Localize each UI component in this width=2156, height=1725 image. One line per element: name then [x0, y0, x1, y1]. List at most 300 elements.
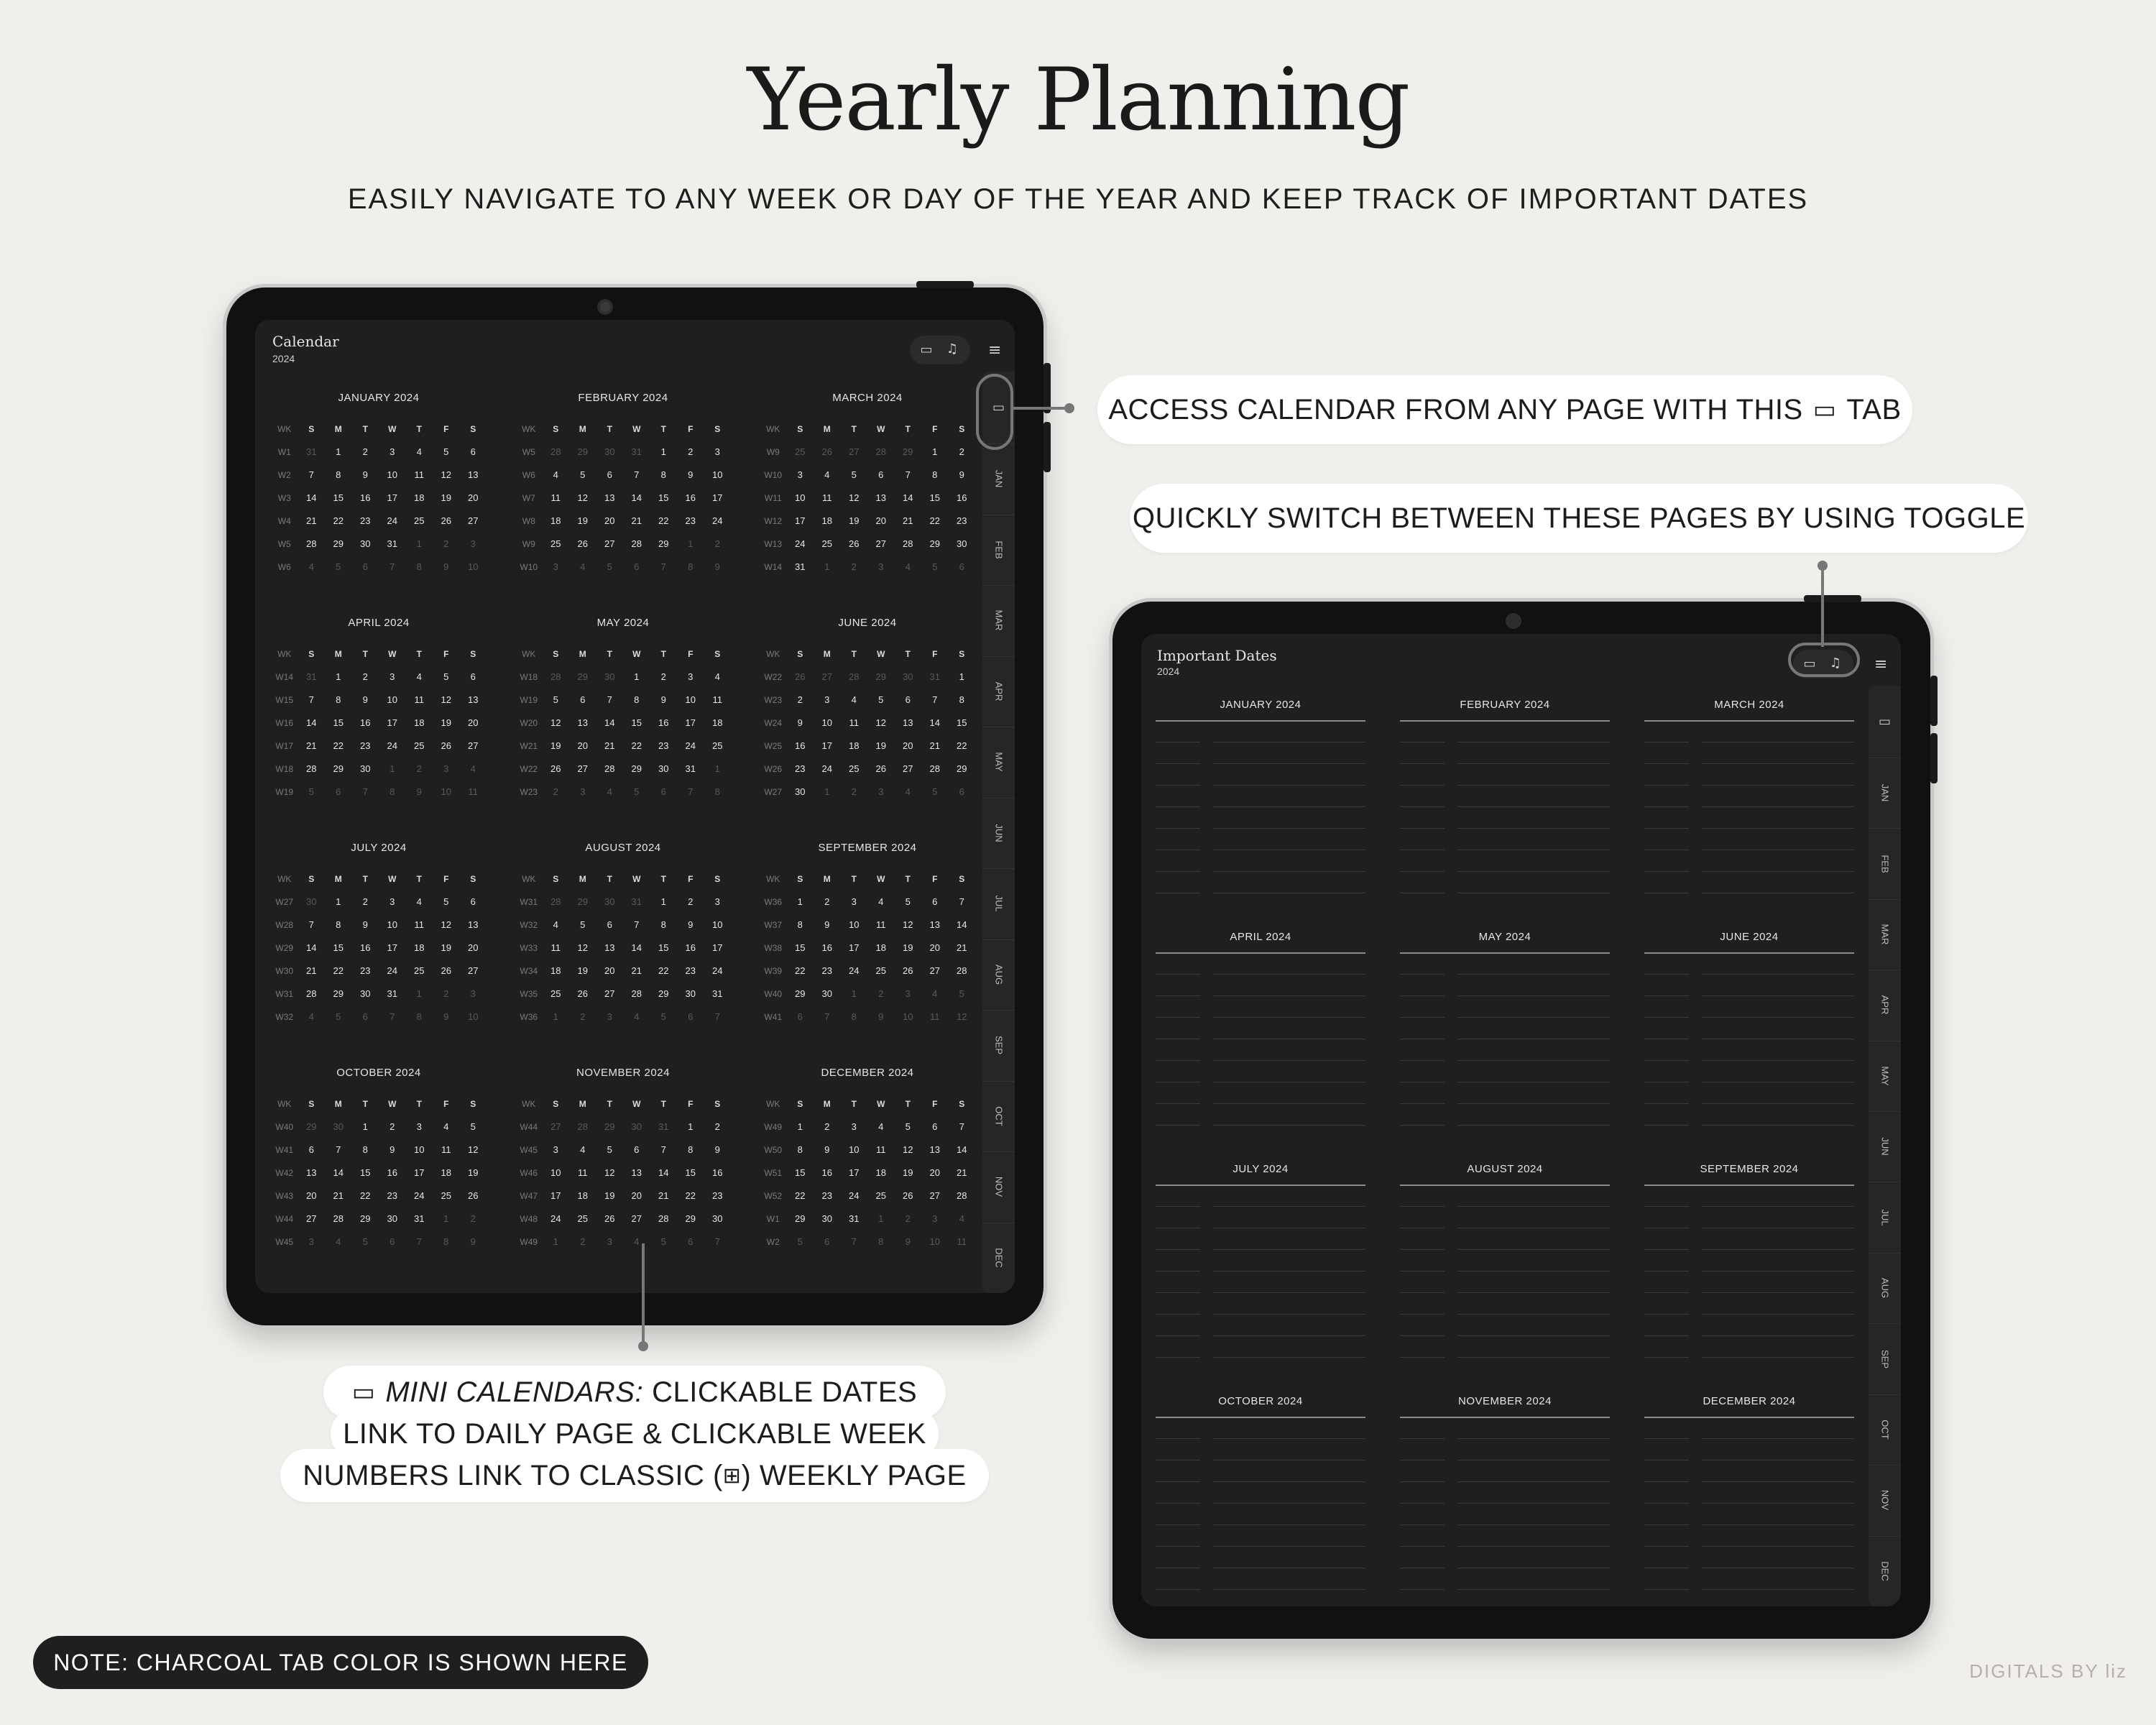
week-number[interactable]: W34 [520, 966, 538, 976]
day-cell[interactable]: 1 [336, 671, 341, 682]
date-entry-line[interactable] [1156, 828, 1200, 829]
day-cell[interactable]: 7 [959, 1121, 964, 1132]
day-cell[interactable]: 29 [658, 988, 669, 999]
note-entry-line[interactable] [1457, 1524, 1610, 1525]
day-cell[interactable]: 5 [660, 1236, 666, 1247]
day-cell[interactable]: 2 [443, 988, 449, 999]
day-cell[interactable]: 25 [550, 538, 561, 549]
day-cell[interactable]: 4 [308, 561, 314, 572]
day-cell[interactable]: 24 [795, 538, 806, 549]
day-cell[interactable]: 23 [821, 1190, 832, 1201]
day-cell[interactable]: 29 [631, 763, 642, 774]
day-cell[interactable]: 27 [903, 763, 913, 774]
note-entry-line[interactable] [1457, 1503, 1610, 1504]
day-cell[interactable]: 3 [851, 1121, 857, 1132]
day-cell[interactable]: 16 [712, 1167, 723, 1178]
day-cell[interactable]: 23 [685, 965, 696, 976]
day-cell[interactable]: 16 [821, 942, 832, 953]
day-cell[interactable]: 10 [849, 1144, 860, 1155]
day-cell[interactable]: 2 [714, 538, 720, 549]
day-cell[interactable]: 29 [903, 446, 913, 457]
day-cell[interactable]: 5 [634, 786, 640, 797]
day-cell[interactable]: 27 [604, 988, 615, 999]
note-entry-line[interactable] [1213, 1249, 1365, 1250]
week-number[interactable]: W33 [520, 943, 538, 953]
day-cell[interactable]: 20 [468, 942, 479, 953]
date-entry-line[interactable] [1156, 1335, 1200, 1336]
day-cell[interactable]: 26 [468, 1190, 479, 1201]
date-entry-line[interactable] [1644, 1503, 1689, 1504]
date-entry-line[interactable] [1644, 1589, 1689, 1590]
day-cell[interactable]: 21 [306, 515, 317, 526]
note-entry-line[interactable] [1702, 785, 1854, 786]
date-entry-line[interactable] [1644, 1292, 1689, 1293]
week-number[interactable]: W39 [764, 966, 783, 976]
day-cell[interactable]: 9 [390, 1144, 395, 1155]
week-number[interactable]: W25 [764, 741, 783, 751]
note-entry-line[interactable] [1213, 828, 1365, 829]
day-cell[interactable]: 27 [468, 965, 479, 976]
day-cell[interactable]: 22 [685, 1190, 696, 1201]
day-cell[interactable]: 12 [441, 694, 451, 705]
bell-icon[interactable]: ♫ [946, 341, 959, 356]
day-cell[interactable]: 29 [333, 763, 344, 774]
day-cell[interactable]: 19 [577, 965, 588, 976]
date-entry-line[interactable] [1156, 1524, 1200, 1525]
note-entry-line[interactable] [1457, 1206, 1610, 1207]
day-cell[interactable]: 13 [631, 1167, 642, 1178]
tab-feb[interactable] [982, 515, 1015, 586]
note-entry-line[interactable] [1457, 1292, 1610, 1293]
date-entry-line[interactable] [1156, 1503, 1200, 1504]
day-cell[interactable]: 1 [553, 1236, 558, 1247]
tab-may[interactable] [982, 727, 1015, 799]
day-cell[interactable]: 27 [306, 1213, 317, 1224]
day-cell[interactable]: 16 [685, 942, 696, 953]
day-cell[interactable]: 30 [903, 671, 913, 682]
day-cell[interactable]: 14 [631, 942, 642, 953]
day-cell[interactable]: 25 [712, 740, 723, 751]
tab-jun[interactable] [982, 798, 1015, 870]
day-cell[interactable]: 19 [441, 717, 451, 728]
day-cell[interactable]: 30 [821, 1213, 832, 1224]
day-cell[interactable]: 5 [580, 469, 586, 480]
day-cell[interactable]: 11 [876, 919, 886, 930]
day-cell[interactable]: 13 [929, 919, 940, 930]
day-cell[interactable]: 28 [631, 988, 642, 999]
day-cell[interactable]: 8 [634, 694, 640, 705]
note-entry-line[interactable] [1213, 1060, 1365, 1061]
note-entry-line[interactable] [1457, 1438, 1610, 1439]
day-cell[interactable]: 20 [306, 1190, 317, 1201]
day-cell[interactable]: 22 [795, 1190, 806, 1201]
day-cell[interactable]: 3 [688, 671, 694, 682]
tab-aug[interactable] [982, 939, 1015, 1011]
week-number[interactable]: W10 [520, 562, 538, 572]
day-cell[interactable]: 2 [470, 1213, 476, 1224]
note-entry-line[interactable] [1457, 1125, 1610, 1126]
day-cell[interactable]: 8 [660, 919, 666, 930]
day-cell[interactable]: 30 [631, 1121, 642, 1132]
note-entry-line[interactable] [1702, 1546, 1854, 1547]
day-cell[interactable]: 12 [903, 1144, 913, 1155]
day-cell[interactable]: 31 [849, 1213, 860, 1224]
note-entry-line[interactable] [1457, 785, 1610, 786]
week-number[interactable]: W16 [275, 718, 294, 728]
note-entry-line[interactable] [1702, 1589, 1854, 1590]
day-cell[interactable]: 2 [905, 1213, 911, 1224]
day-cell[interactable]: 28 [577, 1121, 588, 1132]
day-cell[interactable]: 21 [957, 942, 967, 953]
week-number[interactable]: W43 [275, 1191, 294, 1201]
day-cell[interactable]: 5 [580, 919, 586, 930]
day-cell[interactable]: 7 [390, 561, 395, 572]
day-cell[interactable]: 29 [577, 896, 588, 907]
day-cell[interactable]: 27 [849, 446, 860, 457]
note-entry-line[interactable] [1457, 1357, 1610, 1358]
day-cell[interactable]: 10 [387, 694, 397, 705]
day-cell[interactable]: 26 [441, 740, 451, 751]
note-entry-line[interactable] [1457, 806, 1610, 807]
week-number[interactable]: W2 [277, 470, 291, 480]
day-cell[interactable]: 22 [360, 1190, 371, 1201]
day-cell[interactable]: 11 [957, 1236, 967, 1247]
day-cell[interactable]: 14 [957, 919, 967, 930]
date-entry-line[interactable] [1156, 806, 1200, 807]
day-cell[interactable]: 3 [714, 446, 720, 457]
note-entry-line[interactable] [1457, 1249, 1610, 1250]
week-number[interactable]: W49 [520, 1237, 538, 1247]
day-cell[interactable]: 12 [577, 942, 588, 953]
date-entry-line[interactable] [1400, 828, 1445, 829]
week-number[interactable]: W18 [275, 764, 294, 774]
tab-jan[interactable] [982, 443, 1015, 515]
day-cell[interactable]: 19 [903, 942, 913, 953]
day-cell[interactable]: 3 [390, 446, 395, 457]
week-number[interactable]: W9 [522, 539, 535, 549]
day-cell[interactable]: 3 [308, 1236, 314, 1247]
day-cell[interactable]: 6 [470, 671, 476, 682]
day-cell[interactable]: 21 [631, 515, 642, 526]
day-cell[interactable]: 22 [333, 965, 344, 976]
week-number[interactable]: W23 [764, 695, 783, 705]
day-cell[interactable]: 6 [390, 1236, 395, 1247]
day-cell[interactable]: 30 [658, 763, 669, 774]
day-cell[interactable]: 25 [550, 988, 561, 999]
calendar-icon[interactable]: ▭ [992, 400, 1005, 415]
note-entry-line[interactable] [1457, 871, 1610, 872]
tab-nov[interactable] [982, 1151, 1015, 1223]
day-cell[interactable]: 28 [604, 763, 615, 774]
day-cell[interactable]: 30 [712, 1213, 723, 1224]
day-cell[interactable]: 25 [441, 1190, 451, 1201]
date-entry-line[interactable] [1644, 1314, 1689, 1315]
day-cell[interactable]: 15 [795, 942, 806, 953]
day-cell[interactable]: 11 [930, 1011, 940, 1022]
day-cell[interactable]: 5 [443, 446, 449, 457]
day-cell[interactable]: 20 [929, 1167, 940, 1178]
day-cell[interactable]: 23 [821, 965, 832, 976]
day-cell[interactable]: 10 [712, 469, 723, 480]
day-cell[interactable]: 2 [443, 538, 449, 549]
week-number[interactable]: W8 [522, 516, 535, 526]
day-cell[interactable]: 12 [577, 492, 588, 503]
day-cell[interactable]: 11 [414, 919, 424, 930]
day-cell[interactable]: 7 [416, 1236, 422, 1247]
day-cell[interactable]: 5 [607, 561, 612, 572]
day-cell[interactable]: 27 [468, 740, 479, 751]
day-cell[interactable]: 4 [607, 786, 612, 797]
day-cell[interactable]: 7 [308, 694, 314, 705]
day-cell[interactable]: 5 [336, 1011, 341, 1022]
day-cell[interactable]: 24 [849, 1190, 860, 1201]
day-cell[interactable]: 28 [306, 988, 317, 999]
day-cell[interactable]: 17 [387, 717, 397, 728]
day-cell[interactable]: 20 [929, 942, 940, 953]
day-cell[interactable]: 1 [688, 1121, 694, 1132]
day-cell[interactable]: 9 [959, 469, 964, 480]
day-cell[interactable]: 18 [849, 740, 860, 751]
bell-icon[interactable]: ♫ [1829, 656, 1842, 671]
day-cell[interactable]: 20 [604, 515, 615, 526]
day-cell[interactable]: 18 [875, 942, 886, 953]
week-number[interactable]: W18 [520, 672, 538, 682]
page-toggle[interactable] [910, 336, 970, 364]
date-entry-line[interactable] [1400, 1438, 1445, 1439]
date-entry-line[interactable] [1400, 974, 1445, 975]
day-cell[interactable]: 15 [795, 1167, 806, 1178]
calendar-icon[interactable]: ▭ [920, 342, 933, 357]
day-cell[interactable]: 5 [607, 1144, 612, 1155]
day-cell[interactable]: 14 [658, 1167, 669, 1178]
day-cell[interactable]: 19 [903, 1167, 913, 1178]
day-cell[interactable]: 16 [821, 1167, 832, 1178]
week-number[interactable]: W10 [764, 470, 783, 480]
day-cell[interactable]: 8 [688, 1144, 694, 1155]
day-cell[interactable]: 4 [824, 469, 830, 480]
day-cell[interactable]: 15 [957, 717, 967, 728]
day-cell[interactable]: 2 [362, 446, 368, 457]
day-cell[interactable]: 13 [468, 694, 479, 705]
date-entry-line[interactable] [1156, 1292, 1200, 1293]
day-cell[interactable]: 13 [875, 492, 886, 503]
day-cell[interactable]: 7 [634, 919, 640, 930]
day-cell[interactable]: 29 [658, 538, 669, 549]
tab-oct[interactable] [1869, 1394, 1901, 1466]
date-entry-line[interactable] [1156, 1060, 1200, 1061]
week-number[interactable]: W44 [275, 1214, 294, 1224]
day-cell[interactable]: 26 [821, 446, 832, 457]
day-cell[interactable]: 20 [577, 740, 588, 751]
note-entry-line[interactable] [1702, 1438, 1854, 1439]
day-cell[interactable]: 16 [957, 492, 967, 503]
day-cell[interactable]: 12 [875, 717, 886, 728]
day-cell[interactable]: 24 [712, 965, 723, 976]
day-cell[interactable]: 1 [390, 763, 395, 774]
day-cell[interactable]: 11 [441, 1144, 451, 1155]
day-cell[interactable]: 28 [903, 538, 913, 549]
day-cell[interactable]: 30 [604, 896, 615, 907]
day-cell[interactable]: 24 [712, 515, 723, 526]
week-number[interactable]: W14 [764, 562, 783, 572]
day-cell[interactable]: 4 [443, 1121, 449, 1132]
week-number[interactable]: W17 [275, 741, 294, 751]
note-entry-line[interactable] [1702, 1060, 1854, 1061]
day-cell[interactable]: 10 [441, 786, 451, 797]
date-entry-line[interactable] [1156, 871, 1200, 872]
date-entry-line[interactable] [1156, 1249, 1200, 1250]
day-cell[interactable]: 14 [903, 492, 913, 503]
date-entry-line[interactable] [1644, 1546, 1689, 1547]
day-cell[interactable]: 26 [550, 763, 561, 774]
day-cell[interactable]: 8 [336, 919, 341, 930]
day-cell[interactable]: 10 [929, 1236, 940, 1247]
date-entry-line[interactable] [1156, 1481, 1200, 1482]
day-cell[interactable]: 29 [795, 1213, 806, 1224]
day-cell[interactable]: 6 [470, 896, 476, 907]
date-entry-line[interactable] [1400, 1335, 1445, 1336]
day-cell[interactable]: 26 [441, 515, 451, 526]
day-cell[interactable]: 10 [550, 1167, 561, 1178]
calendar-icon[interactable]: ▭ [1803, 656, 1816, 671]
day-cell[interactable]: 14 [929, 717, 940, 728]
week-number[interactable]: W29 [275, 943, 294, 953]
day-cell[interactable]: 14 [306, 492, 317, 503]
date-entry-line[interactable] [1644, 1103, 1689, 1104]
day-cell[interactable]: 9 [797, 717, 803, 728]
day-cell[interactable]: 17 [685, 717, 696, 728]
day-cell[interactable]: 12 [468, 1144, 479, 1155]
date-entry-line[interactable] [1156, 1206, 1200, 1207]
week-number[interactable]: W32 [275, 1012, 294, 1022]
day-cell[interactable]: 29 [957, 763, 967, 774]
day-cell[interactable]: 20 [875, 515, 886, 526]
week-number[interactable]: W50 [764, 1145, 783, 1155]
day-cell[interactable]: 15 [333, 942, 344, 953]
note-entry-line[interactable] [1213, 1314, 1365, 1315]
day-cell[interactable]: 8 [660, 469, 666, 480]
week-number[interactable]: W36 [764, 897, 783, 907]
day-cell[interactable]: 29 [333, 538, 344, 549]
day-cell[interactable]: 11 [849, 717, 859, 728]
day-cell[interactable]: 2 [688, 896, 694, 907]
week-number[interactable]: W42 [275, 1168, 294, 1178]
note-entry-line[interactable] [1457, 1335, 1610, 1336]
day-cell[interactable]: 19 [468, 1167, 479, 1178]
day-cell[interactable]: 1 [660, 446, 666, 457]
week-number[interactable]: W19 [520, 695, 538, 705]
day-cell[interactable]: 20 [468, 717, 479, 728]
day-cell[interactable]: 19 [849, 515, 860, 526]
date-entry-line[interactable] [1400, 1206, 1445, 1207]
day-cell[interactable]: 25 [821, 538, 832, 549]
week-number[interactable]: W1 [766, 1214, 780, 1224]
day-cell[interactable]: 18 [414, 492, 425, 503]
day-cell[interactable]: 17 [821, 740, 832, 751]
day-cell[interactable]: 22 [957, 740, 967, 751]
week-number[interactable]: W15 [275, 695, 294, 705]
day-cell[interactable]: 1 [878, 1213, 884, 1224]
day-cell[interactable]: 31 [929, 671, 940, 682]
date-entry-line[interactable] [1400, 1249, 1445, 1250]
day-cell[interactable]: 27 [875, 538, 886, 549]
note-entry-line[interactable] [1213, 1503, 1365, 1504]
day-cell[interactable]: 29 [577, 671, 588, 682]
day-cell[interactable]: 18 [550, 965, 561, 976]
day-cell[interactable]: 7 [959, 896, 964, 907]
day-cell[interactable]: 7 [714, 1011, 720, 1022]
week-number[interactable]: W47 [520, 1191, 538, 1201]
day-cell[interactable]: 8 [714, 786, 720, 797]
day-cell[interactable]: 4 [470, 763, 476, 774]
day-cell[interactable]: 30 [306, 896, 317, 907]
day-cell[interactable]: 2 [824, 896, 830, 907]
day-cell[interactable]: 8 [390, 786, 395, 797]
day-cell[interactable]: 28 [333, 1213, 344, 1224]
note-entry-line[interactable] [1213, 1125, 1365, 1126]
note-entry-line[interactable] [1702, 763, 1854, 764]
date-entry-line[interactable] [1400, 995, 1445, 996]
day-cell[interactable]: 29 [577, 446, 588, 457]
date-entry-line[interactable] [1644, 1481, 1689, 1482]
day-cell[interactable]: 4 [634, 1011, 640, 1022]
week-number[interactable]: W35 [520, 989, 538, 999]
week-number[interactable]: W27 [275, 897, 294, 907]
day-cell[interactable]: 7 [905, 469, 911, 480]
note-entry-line[interactable] [1702, 1481, 1854, 1482]
day-cell[interactable]: 31 [306, 671, 317, 682]
day-cell[interactable]: 6 [634, 1144, 640, 1155]
day-cell[interactable]: 15 [658, 492, 669, 503]
note-entry-line[interactable] [1457, 828, 1610, 829]
note-entry-line[interactable] [1457, 763, 1610, 764]
week-number[interactable]: W12 [764, 516, 783, 526]
day-cell[interactable]: 7 [688, 786, 694, 797]
date-entry-line[interactable] [1156, 1125, 1200, 1126]
day-cell[interactable]: 22 [929, 515, 940, 526]
day-cell[interactable]: 2 [851, 786, 857, 797]
day-cell[interactable]: 1 [416, 538, 422, 549]
day-cell[interactable]: 28 [550, 446, 561, 457]
day-cell[interactable]: 2 [797, 694, 803, 705]
note-entry-line[interactable] [1702, 1524, 1854, 1525]
day-cell[interactable]: 5 [959, 988, 964, 999]
date-entry-line[interactable] [1156, 1103, 1200, 1104]
day-cell[interactable]: 7 [824, 1011, 830, 1022]
day-cell[interactable]: 26 [903, 1190, 913, 1201]
day-cell[interactable]: 13 [468, 469, 479, 480]
day-cell[interactable]: 18 [414, 717, 425, 728]
day-cell[interactable]: 25 [849, 763, 860, 774]
tab-jul[interactable] [1869, 1182, 1901, 1254]
day-cell[interactable]: 5 [443, 896, 449, 907]
day-cell[interactable]: 16 [387, 1167, 397, 1178]
day-cell[interactable]: 17 [387, 942, 397, 953]
day-cell[interactable]: 30 [387, 1213, 397, 1224]
menu-icon[interactable]: ≡ [1874, 656, 1888, 673]
day-cell[interactable]: 15 [929, 492, 940, 503]
day-cell[interactable]: 26 [875, 763, 886, 774]
day-cell[interactable]: 21 [957, 1167, 967, 1178]
week-number[interactable]: W5 [522, 447, 535, 457]
day-cell[interactable]: 30 [604, 446, 615, 457]
day-cell[interactable]: 9 [824, 1144, 830, 1155]
day-cell[interactable]: 11 [550, 492, 561, 503]
date-entry-line[interactable] [1400, 1524, 1445, 1525]
day-cell[interactable]: 2 [824, 1121, 830, 1132]
day-cell[interactable]: 16 [685, 492, 696, 503]
day-cell[interactable]: 4 [308, 1011, 314, 1022]
